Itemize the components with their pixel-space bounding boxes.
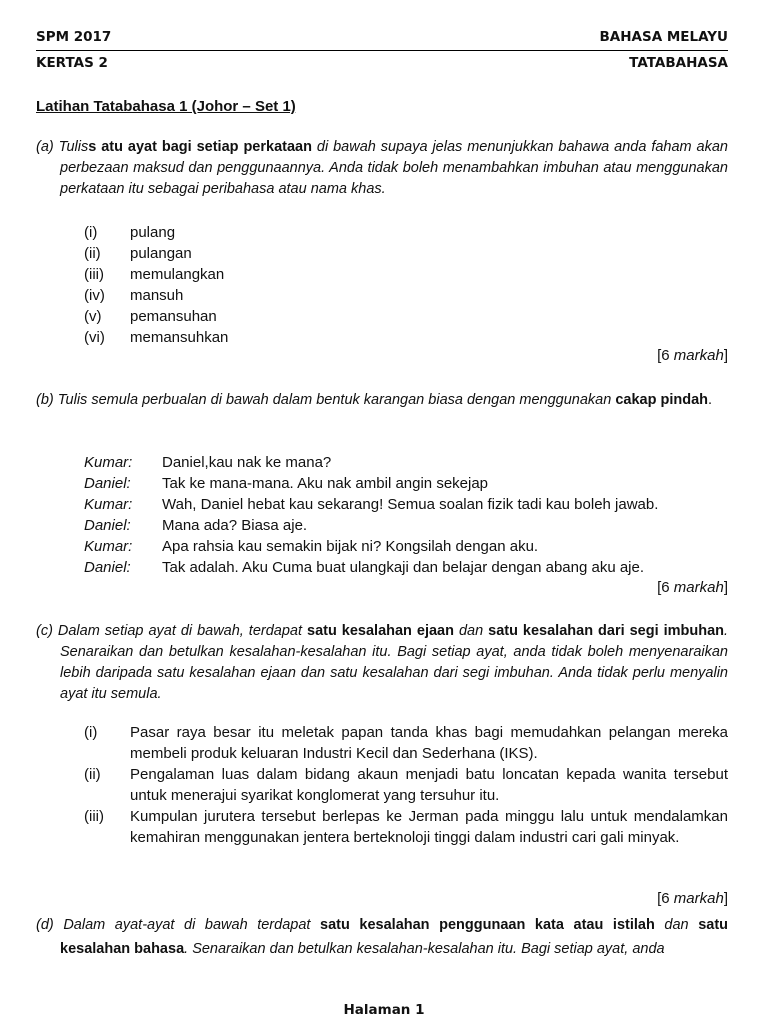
list-item: (ii) pulangan — [84, 245, 192, 262]
question-b — [36, 390, 728, 411]
question-b-marks: [6 markah] — [657, 579, 728, 596]
question-a-word-list — [84, 222, 228, 348]
question-d-instruction: (d) Dalam ayat-ayat di bawah terdapat satu kesalahan penggunaan kata atau istilah dan satu kesalahan bahasa. Senaraikan dan betulkan kesalahan-kesalahan itu. Bagi setiap ayat, anda — [36, 917, 729, 957]
question-a-instruction: (a) Tuliss atu ayat bagi setiap perkataan di bawah supaya jelas menunjukkan bahawa anda faham akan perbezaan maksud dan penggunaannya. Anda tidak boleh menambahkan imbuhan atau menggunakan perkataan itu sebagai peribahasa atau nama khas. — [36, 139, 728, 197]
dialogue-line: Kumar: Wah, Daniel hebat kau sekarang! Semua soalan fizik tadi kau boleh jawab. — [84, 496, 659, 513]
page-number: Halaman 1 — [343, 1002, 425, 1018]
question-c-sentence-list — [84, 722, 728, 848]
question-c-label: (c) — [36, 623, 53, 639]
dialogue-line: Daniel: Tak ke mana-mana. Aku nak ambil angin sekejap — [84, 475, 489, 492]
question-a-label: (a) — [36, 139, 54, 155]
list-item: (iv) mansuh — [84, 287, 184, 304]
list-item: (i) pulang — [84, 224, 176, 241]
question-d-label: (d) — [36, 917, 54, 933]
question-b-instruction: (b) Tulis semula perbualan di bawah dalam bentuk karangan biasa dengan menggunakan cakap pindah. — [36, 392, 713, 408]
list-item: (iii) Kumpulan jurutera tersebut berlepas ke Jerman pada minggu lalu untuk mendalamkan kemahiran menggunakan jentera berteknoloji tinggi dalam industri cari gali minyak. — [84, 808, 728, 846]
list-item: (i) Pasar raya besar itu meletak papan tanda khas bagi memudahkan pelangan mereka membeli produk keluaran Industri Kecil dan Sederhana (IKS). — [84, 724, 728, 762]
subject-name: BAHASA MELAYU — [599, 29, 728, 45]
exercise-title: Latihan Tatabahasa 1 (Johor – Set 1) — [36, 98, 296, 115]
question-d — [36, 913, 728, 961]
question-c-marks: [6 markah] — [657, 890, 728, 907]
header-top-row — [36, 29, 728, 45]
question-b-label: (b) — [36, 392, 54, 408]
list-item: (vi) memansuhkan — [84, 329, 229, 346]
header-bottom-row — [36, 55, 728, 71]
question-a — [36, 137, 728, 200]
dialogue-line: Kumar: Daniel,kau nak ke mana? — [84, 454, 332, 471]
question-c — [36, 621, 728, 705]
question-c-instruction: (c) Dalam setiap ayat di bawah, terdapat satu kesalahan ejaan dan satu kesalahan dari segi imbuhan. Senaraikan dan betulkan kesalahan-kesalahan itu. Bagi setiap ayat, anda tidak boleh menyenaraikan lebih daripada satu kesalahan ejaan dan satu kesalahan dari segi imbuhan. Anda tidak perlu menyalin ayat itu semula. — [36, 623, 729, 702]
list-item: (iii) memulangkan — [84, 266, 225, 283]
dialogue-line: Daniel: Tak adalah. Aku Cuma buat ulangkaji dan belajar dengan abang aku aje. — [84, 559, 645, 576]
dialogue-line: Kumar: Apa rahsia kau semakin bijak ni? Kongsilah dengan aku. — [84, 538, 539, 555]
question-b-dialogue — [84, 452, 728, 578]
topic-name: TATABAHASA — [629, 55, 728, 71]
dialogue-line: Daniel: Mana ada? Biasa aje. — [84, 517, 308, 534]
paper-number: KERTAS 2 — [36, 55, 108, 71]
list-item: (v) pemansuhan — [84, 308, 217, 325]
exam-year: SPM 2017 — [36, 29, 112, 45]
question-a-marks: [6 markah] — [657, 347, 728, 364]
list-item: (ii) Pengalaman luas dalam bidang akaun menjadi batu loncatan kepada wanita tersebut untuk menerajui syarikat konglomerat yang tersuhur itu. — [84, 766, 728, 804]
header-divider — [36, 50, 728, 51]
